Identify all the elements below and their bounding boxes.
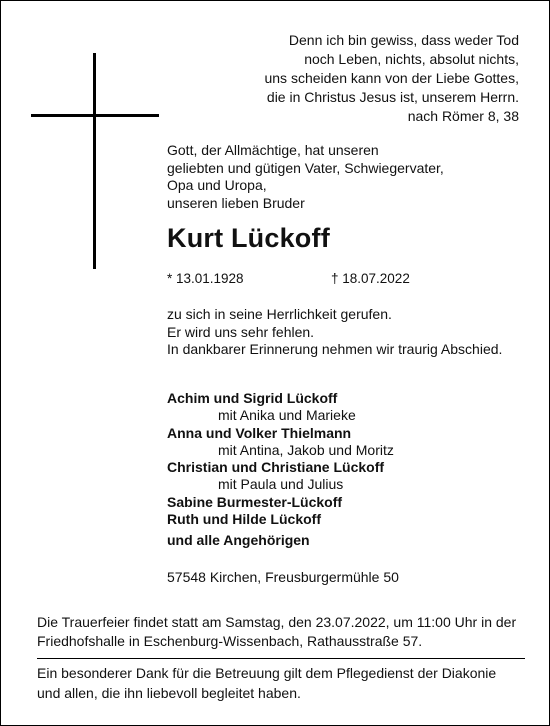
bible-verse	[1, 31, 519, 126]
closing-line: zu sich in seine Herrlichkeit gerufen.	[167, 306, 392, 322]
intro-text	[167, 142, 444, 212]
verse-line: noch Leben, nichts, absolut nichts,	[304, 51, 519, 67]
intro-line: Opa und Uropa,	[167, 177, 267, 193]
mourner-family: Ruth und Hilde Lückoff	[167, 511, 321, 528]
verse-line: die in Christus Jesus ist, unserem Herrn.	[266, 89, 519, 105]
intro-line: Gott, der Allmächtige, hat unseren	[167, 142, 379, 158]
funeral-line: Die Trauerfeier findet statt am Samstag, den 23.07.2022, um 11:00 Uhr in der	[37, 614, 517, 630]
mourner-children: mit Antina, Jakob und Moritz	[218, 441, 394, 458]
death-date: † 18.07.2022	[331, 271, 410, 286]
verse-line: uns scheiden kann von der Liebe Gottes,	[264, 70, 519, 86]
mourner-family: Christian und Christiane Lückoff	[167, 459, 385, 476]
thanks-line: und allen, die ihn liebevoll begleitet haben.	[37, 684, 301, 701]
thanks-line: Ein besonderer Dank für die Betreuung gilt dem Pflegedienst der Diakonie	[37, 665, 497, 681]
closing-line: Er wird uns sehr fehlen.	[167, 323, 315, 340]
verse-line: Denn ich bin gewiss, dass weder Tod	[288, 32, 519, 48]
mourner-family: Anna und Volker Thielmann	[167, 424, 352, 441]
funeral-line: Friedhofshalle in Eschenburg-Wissenbach, Rathausstraße 57.	[37, 633, 423, 649]
funeral-info	[37, 613, 516, 651]
birth-date: * 13.01.1928	[167, 271, 244, 286]
intro-line: unseren lieben Bruder	[167, 194, 305, 211]
cross-icon-crossbar	[31, 114, 159, 117]
mourner-children: mit Anika und Marieke	[218, 407, 356, 424]
mourner-family: Achim und Sigrid Lückoff	[167, 390, 338, 406]
thanks-text	[37, 664, 496, 703]
verse-reference: nach Römer 8, 38	[407, 108, 519, 124]
mourner-children: mit Paula und Julius	[218, 476, 344, 493]
intro-line: geliebten und gütigen Vater, Schwiegervater,	[167, 159, 444, 176]
mourner-family: Sabine Burmester-Lückoff	[167, 493, 343, 510]
divider	[37, 658, 525, 659]
family-address: 57548 Kirchen, Freusburgermühle 50	[167, 569, 399, 585]
mourners-list	[167, 390, 394, 528]
closing-line: In dankbarer Erinnerung nehmen wir traurig Abschied.	[167, 341, 503, 357]
relatives-line: und alle Angehörigen	[167, 532, 310, 548]
closing-text	[167, 306, 502, 359]
deceased-name: Kurt Lückoff	[167, 223, 330, 253]
cross-icon	[93, 53, 96, 269]
